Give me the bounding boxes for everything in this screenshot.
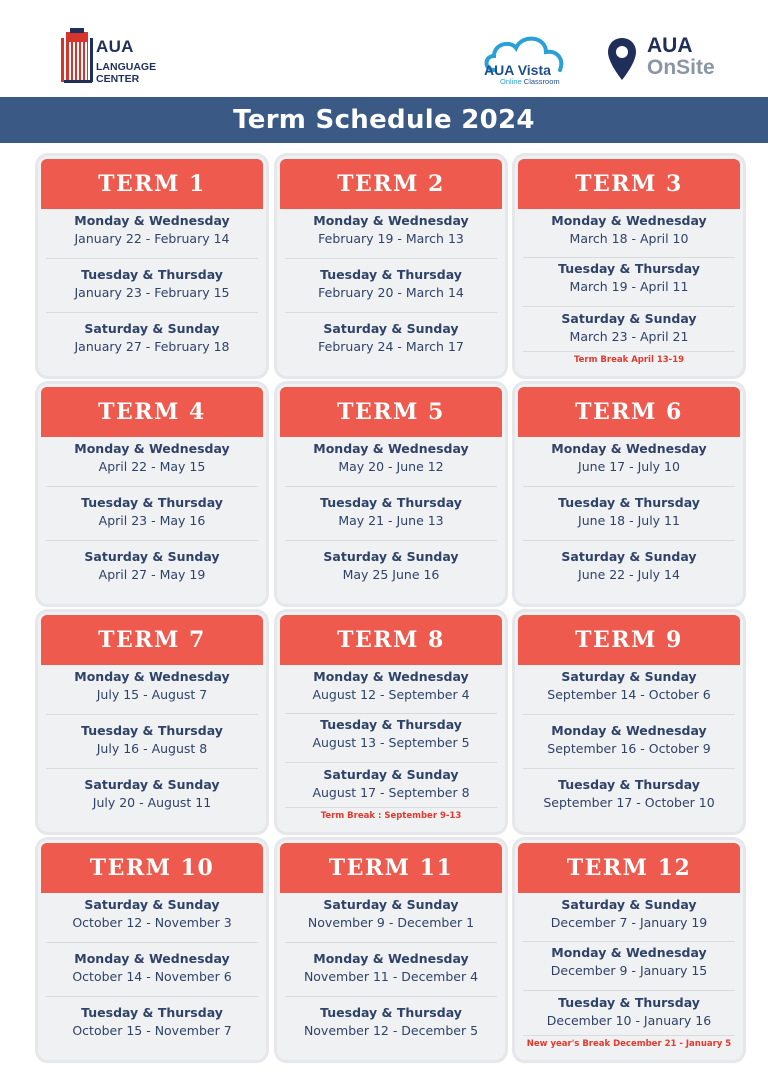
- slot-days: Tuesday & Thursday: [558, 495, 700, 510]
- schedule-slot: [277, 1004, 505, 1040]
- term-card: [277, 840, 505, 1060]
- location-pin-icon: [605, 36, 639, 86]
- term-card-header: [280, 387, 502, 437]
- schedule-slot: [515, 722, 743, 758]
- slot-dates: August 13 - September 5: [312, 735, 470, 750]
- slot-days: Monday & Wednesday: [313, 951, 469, 966]
- term-card-header: [518, 615, 740, 665]
- schedule-slot: [277, 494, 505, 530]
- slot-divider: [46, 312, 258, 313]
- slot-days: Saturday & Sunday: [561, 549, 697, 564]
- schedule-slot: [38, 266, 266, 302]
- schedule-slot: [277, 548, 505, 584]
- slot-dates: May 20 - June 12: [338, 459, 444, 474]
- schedule-slot: [515, 944, 743, 980]
- slot-divider: [523, 306, 735, 307]
- schedule-slot: [38, 440, 266, 476]
- term-card: [38, 840, 266, 1060]
- slot-dates: December 10 - January 16: [546, 1013, 712, 1028]
- schedule-slot: [277, 212, 505, 248]
- term-label: TERM 12: [566, 855, 692, 881]
- schedule-slot: [515, 548, 743, 584]
- schedule-slot: [515, 776, 743, 812]
- slot-divider: [523, 941, 735, 942]
- term-label: TERM 9: [575, 627, 683, 653]
- slot-dates: August 12 - September 4: [312, 687, 470, 702]
- schedule-slot: [277, 668, 505, 704]
- slot-days: Saturday & Sunday: [323, 321, 459, 336]
- slot-dates: May 25 June 16: [342, 567, 440, 582]
- slot-days: Monday & Wednesday: [74, 951, 230, 966]
- schedule-slot: [277, 896, 505, 932]
- onsite-text: OnSite: [647, 56, 715, 79]
- schedule-slot: [515, 212, 743, 248]
- schedule-slot: [38, 212, 266, 248]
- schedule-slot: [277, 766, 505, 802]
- term-label: TERM 2: [337, 171, 445, 197]
- slot-days: Tuesday & Thursday: [81, 723, 223, 738]
- online-word: Online: [500, 77, 522, 86]
- slot-days: Monday & Wednesday: [551, 441, 707, 456]
- slot-days: Tuesday & Thursday: [81, 495, 223, 510]
- slot-divider: [285, 762, 497, 763]
- term-card: [515, 612, 743, 832]
- slot-divider: [523, 486, 735, 487]
- slot-dates: April 27 - May 19: [98, 567, 206, 582]
- slot-dates: February 20 - March 14: [318, 285, 464, 300]
- schedule-slot: [277, 716, 505, 752]
- schedule-slot: [515, 260, 743, 296]
- term-card: [515, 384, 743, 604]
- slot-days: Monday & Wednesday: [551, 945, 707, 960]
- slot-dates: March 19 - April 11: [569, 279, 689, 294]
- slot-divider: [46, 714, 258, 715]
- schedule-slot: [38, 896, 266, 932]
- slot-days: Tuesday & Thursday: [81, 1005, 223, 1020]
- term-label: TERM 5: [337, 399, 445, 425]
- slot-divider: [523, 768, 735, 769]
- slot-days: Tuesday & Thursday: [320, 495, 462, 510]
- term-label: TERM 7: [98, 627, 206, 653]
- slot-divider: [523, 540, 735, 541]
- schedule-slot: [277, 320, 505, 356]
- aua-language-center-logo: [60, 28, 180, 84]
- online-classroom-text: [500, 77, 560, 86]
- slot-days: Monday & Wednesday: [551, 213, 707, 228]
- term-card: [515, 840, 743, 1060]
- slot-dates: September 16 - October 9: [547, 741, 711, 756]
- page-header: [0, 0, 768, 97]
- schedule-slot: [515, 494, 743, 530]
- slot-divider: [46, 768, 258, 769]
- note-divider: [523, 1035, 735, 1036]
- language-center-logo-text: LANGUAGE CENTER: [96, 61, 157, 85]
- note-divider: [285, 807, 497, 808]
- slot-dates: October 12 - November 3: [72, 915, 232, 930]
- slot-dates: May 21 - June 13: [338, 513, 444, 528]
- schedule-slot: [38, 320, 266, 356]
- schedule-slot: [277, 266, 505, 302]
- term-card: [515, 156, 743, 376]
- slot-days: Tuesday & Thursday: [558, 995, 700, 1010]
- slot-divider: [523, 257, 735, 258]
- slot-days: Monday & Wednesday: [74, 669, 230, 684]
- slot-dates: January 22 - February 14: [74, 231, 230, 246]
- schedule-slot: [38, 722, 266, 758]
- schedule-slot: [277, 440, 505, 476]
- slot-dates: July 15 - August 7: [96, 687, 208, 702]
- slot-days: Monday & Wednesday: [74, 213, 230, 228]
- slot-dates: December 9 - January 15: [550, 963, 708, 978]
- slot-days: Saturday & Sunday: [323, 549, 459, 564]
- term-label: TERM 1: [98, 171, 206, 197]
- slot-dates: February 24 - March 17: [318, 339, 464, 354]
- slot-divider: [285, 486, 497, 487]
- slot-dates: March 18 - April 10: [569, 231, 689, 246]
- slot-days: Monday & Wednesday: [74, 441, 230, 456]
- slot-divider: [285, 996, 497, 997]
- slot-divider: [285, 713, 497, 714]
- slot-dates: September 17 - October 10: [543, 795, 715, 810]
- slot-days: Saturday & Sunday: [323, 767, 459, 782]
- slot-divider: [46, 258, 258, 259]
- schedule-slot: [277, 950, 505, 986]
- term-card-header: [518, 387, 740, 437]
- slot-dates: October 14 - November 6: [72, 969, 232, 984]
- aua-logo-text: AUA: [96, 37, 134, 56]
- slot-days: Saturday & Sunday: [84, 549, 220, 564]
- slot-days: Tuesday & Thursday: [320, 267, 462, 282]
- schedule-slot: [38, 950, 266, 986]
- slot-divider: [523, 714, 735, 715]
- slot-days: Saturday & Sunday: [84, 777, 220, 792]
- slot-divider: [46, 942, 258, 943]
- slot-days: Saturday & Sunday: [84, 897, 220, 912]
- slot-dates: April 22 - May 15: [98, 459, 206, 474]
- page-title: Term Schedule 2024: [233, 105, 535, 135]
- slot-days: Monday & Wednesday: [551, 723, 707, 738]
- slot-divider: [46, 996, 258, 997]
- slot-divider: [285, 942, 497, 943]
- term-card-header: [41, 159, 263, 209]
- aua-vista-logo-text: AUA Vista: [484, 62, 551, 78]
- slot-dates: January 23 - February 15: [74, 285, 230, 300]
- term-card: [38, 384, 266, 604]
- schedule-slot: [38, 1004, 266, 1040]
- schedule-slot: [515, 668, 743, 704]
- aua-vista-logo: [480, 30, 580, 86]
- schedule-slot: [515, 994, 743, 1030]
- term-label: TERM 3: [575, 171, 683, 197]
- slot-days: Saturday & Sunday: [561, 669, 697, 684]
- slot-dates: June 22 - July 14: [578, 567, 680, 582]
- term-break-note: Term Break April 13-19: [573, 355, 685, 365]
- slot-dates: March 23 - April 21: [569, 329, 689, 344]
- term-card-header: [518, 843, 740, 893]
- schedule-slot: [515, 310, 743, 346]
- slot-dates: February 19 - March 13: [318, 231, 464, 246]
- slot-dates: January 27 - February 18: [74, 339, 230, 354]
- onsite-aua-text: AUA: [647, 34, 693, 57]
- slot-divider: [285, 540, 497, 541]
- slot-dates: November 9 - December 1: [307, 915, 475, 930]
- term-card-header: [41, 387, 263, 437]
- term-label: TERM 10: [89, 855, 215, 881]
- term-card: [277, 384, 505, 604]
- slot-divider: [285, 312, 497, 313]
- term-card: [277, 612, 505, 832]
- term-card: [38, 612, 266, 832]
- term-break-note: Term Break : September 9-13: [320, 811, 462, 821]
- slot-days: Monday & Wednesday: [313, 669, 469, 684]
- schedule-slot: [38, 776, 266, 812]
- slot-days: Saturday & Sunday: [561, 311, 697, 326]
- term-label: TERM 6: [575, 399, 683, 425]
- schedule-slot: [38, 548, 266, 584]
- schedule-slot: [515, 896, 743, 932]
- slot-divider: [46, 486, 258, 487]
- term-label: TERM 11: [328, 855, 454, 881]
- term-label: TERM 8: [337, 627, 445, 653]
- schedule-slot: [38, 494, 266, 530]
- slot-days: Tuesday & Thursday: [320, 717, 462, 732]
- slot-days: Monday & Wednesday: [313, 441, 469, 456]
- slot-dates: April 23 - May 16: [98, 513, 206, 528]
- slot-divider: [285, 258, 497, 259]
- slot-days: Tuesday & Thursday: [558, 777, 700, 792]
- term-card: [277, 156, 505, 376]
- slot-dates: November 11 - December 4: [303, 969, 479, 984]
- term-card: [38, 156, 266, 376]
- schedule-slot: [38, 668, 266, 704]
- title-banner: [0, 97, 768, 143]
- slot-dates: July 20 - August 11: [92, 795, 212, 810]
- slot-days: Tuesday & Thursday: [320, 1005, 462, 1020]
- slot-dates: June 18 - July 11: [578, 513, 680, 528]
- slot-divider: [523, 990, 735, 991]
- term-label: TERM 4: [98, 399, 206, 425]
- term-card-header: [518, 159, 740, 209]
- slot-days: Monday & Wednesday: [313, 213, 469, 228]
- slot-dates: August 17 - September 8: [312, 785, 470, 800]
- term-card-header: [280, 615, 502, 665]
- term-break-note: New year's Break December 21 - January 5: [526, 1039, 732, 1049]
- slot-dates: November 12 - December 5: [303, 1023, 479, 1038]
- term-card-header: [280, 843, 502, 893]
- slot-days: Tuesday & Thursday: [81, 267, 223, 282]
- slot-days: Tuesday & Thursday: [558, 261, 700, 276]
- term-card-header: [41, 615, 263, 665]
- schedule-slot: [515, 440, 743, 476]
- aua-building-icon: [60, 28, 94, 84]
- slot-dates: September 14 - October 6: [547, 687, 711, 702]
- term-card-header: [41, 843, 263, 893]
- slot-divider: [46, 540, 258, 541]
- classroom-word: Classroom: [523, 77, 560, 86]
- slot-dates: October 15 - November 7: [72, 1023, 232, 1038]
- slot-days: Saturday & Sunday: [561, 897, 697, 912]
- slot-days: Saturday & Sunday: [323, 897, 459, 912]
- note-divider: [523, 351, 735, 352]
- term-card-header: [280, 159, 502, 209]
- slot-dates: December 7 - January 19: [550, 915, 708, 930]
- aua-onsite-logo: [605, 36, 745, 86]
- slot-dates: July 16 - August 8: [96, 741, 208, 756]
- slot-dates: June 17 - July 10: [578, 459, 680, 474]
- slot-days: Saturday & Sunday: [84, 321, 220, 336]
